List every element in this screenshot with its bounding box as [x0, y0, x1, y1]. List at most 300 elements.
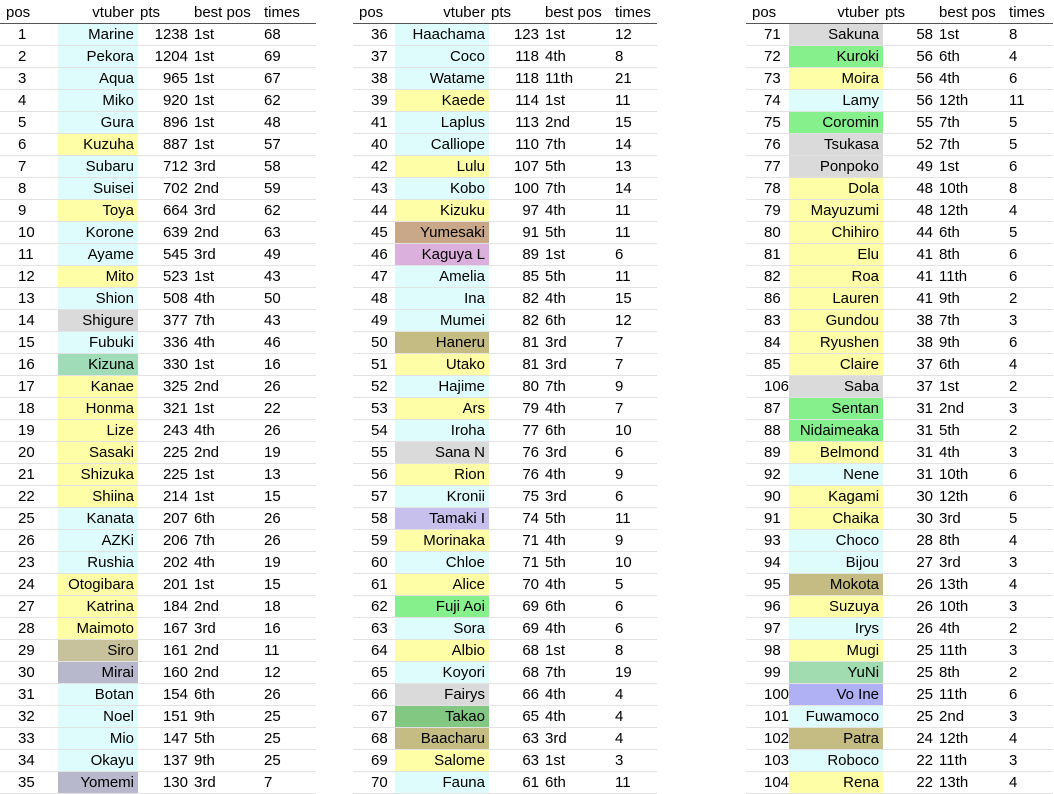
best-pos-cell: 6th [543, 596, 611, 618]
table-row [746, 574, 1053, 596]
vtuber-name-cell: Chloe [395, 552, 489, 574]
best-pos-cell: 3rd [543, 442, 611, 464]
times-cell: 10 [611, 552, 657, 574]
pos-cell: 41 [353, 112, 395, 134]
vtuber-name-cell: Roa [789, 266, 883, 288]
pts-cell: 71 [489, 530, 543, 552]
vtuber-name-cell: Korone [58, 222, 138, 244]
best-pos-cell: 4th [543, 46, 611, 68]
table-row [746, 420, 1053, 442]
vtuber-name-cell: Marine [58, 24, 138, 46]
times-cell: 3 [1005, 640, 1053, 662]
table-row [353, 662, 657, 684]
vtuber-name-cell: Dola [789, 178, 883, 200]
vtuber-name-cell: Ars [395, 398, 489, 420]
pos-cell: 21 [0, 464, 58, 486]
best-pos-cell: 3rd [543, 354, 611, 376]
pts-cell: 37 [883, 354, 937, 376]
best-pos-cell: 2nd [192, 640, 260, 662]
table-row [746, 596, 1053, 618]
times-cell: 67 [260, 68, 316, 90]
times-cell: 26 [260, 684, 316, 706]
pos-cell: 39 [353, 90, 395, 112]
times-cell: 11 [611, 222, 657, 244]
times-cell: 4 [1005, 574, 1053, 596]
best-pos-cell: 1st [937, 376, 1005, 398]
pos-cell: 42 [353, 156, 395, 178]
table-row [0, 332, 316, 354]
pos-cell: 25 [0, 508, 58, 530]
best-pos-cell: 9th [192, 750, 260, 772]
table-row [353, 354, 657, 376]
pts-cell: 38 [883, 310, 937, 332]
pts-cell: 82 [489, 310, 543, 332]
best-pos-cell: 4th [543, 618, 611, 640]
table-row [0, 662, 316, 684]
times-cell: 25 [260, 728, 316, 750]
pos-cell: 81 [746, 244, 789, 266]
table-row [0, 486, 316, 508]
pos-cell: 75 [746, 112, 789, 134]
best-pos-cell: 5th [543, 222, 611, 244]
pos-cell: 71 [746, 24, 789, 46]
times-cell: 11 [260, 640, 316, 662]
vtuber-name-cell: Lulu [395, 156, 489, 178]
column-header-best: best pos [937, 2, 1005, 24]
vtuber-name-cell: Yumesaki [395, 222, 489, 244]
pts-cell: 243 [138, 420, 192, 442]
pos-cell: 40 [353, 134, 395, 156]
table-row [353, 244, 657, 266]
pts-cell: 206 [138, 530, 192, 552]
times-cell: 4 [611, 706, 657, 728]
vtuber-name-cell: Pekora [58, 46, 138, 68]
vtuber-name-cell: Ayame [58, 244, 138, 266]
pos-cell: 32 [0, 706, 58, 728]
column-header-pos: pos [353, 2, 395, 24]
times-cell: 7 [611, 332, 657, 354]
pos-cell: 82 [746, 266, 789, 288]
pts-cell: 69 [489, 596, 543, 618]
pts-cell: 74 [489, 508, 543, 530]
table-row [0, 684, 316, 706]
best-pos-cell: 4th [543, 684, 611, 706]
vtuber-name-cell: Botan [58, 684, 138, 706]
pos-cell: 69 [353, 750, 395, 772]
times-cell: 25 [260, 750, 316, 772]
vtuber-name-cell: Baacharu [395, 728, 489, 750]
pts-cell: 56 [883, 68, 937, 90]
pts-cell: 38 [883, 332, 937, 354]
times-cell: 15 [611, 112, 657, 134]
best-pos-cell: 10th [937, 464, 1005, 486]
times-cell: 2 [1005, 618, 1053, 640]
vtuber-name-cell: Okayu [58, 750, 138, 772]
times-cell: 9 [611, 464, 657, 486]
pts-cell: 55 [883, 112, 937, 134]
times-cell: 46 [260, 332, 316, 354]
pts-cell: 201 [138, 574, 192, 596]
table-row [353, 750, 657, 772]
best-pos-cell: 6th [937, 354, 1005, 376]
table-row [353, 68, 657, 90]
best-pos-cell: 2nd [937, 706, 1005, 728]
table-row [353, 618, 657, 640]
table-row [746, 684, 1053, 706]
times-cell: 11 [1005, 90, 1053, 112]
pos-cell: 24 [0, 574, 58, 596]
pos-cell: 2 [0, 46, 58, 68]
times-cell: 19 [260, 442, 316, 464]
times-cell: 26 [260, 508, 316, 530]
pos-cell: 102 [746, 728, 789, 750]
pts-cell: 664 [138, 200, 192, 222]
vtuber-name-cell: Patra [789, 728, 883, 750]
pts-cell: 65 [489, 706, 543, 728]
pts-cell: 56 [883, 90, 937, 112]
pts-cell: 30 [883, 508, 937, 530]
best-pos-cell: 2nd [192, 376, 260, 398]
pts-cell: 1204 [138, 46, 192, 68]
table-row [746, 354, 1053, 376]
times-cell: 57 [260, 134, 316, 156]
column-header-times: times [1005, 2, 1053, 24]
best-pos-cell: 12th [937, 728, 1005, 750]
pts-cell: 330 [138, 354, 192, 376]
table-row [0, 574, 316, 596]
pos-cell: 36 [353, 24, 395, 46]
table-row [353, 596, 657, 618]
header-row [353, 2, 657, 24]
vtuber-name-cell: Takao [395, 706, 489, 728]
table-row [353, 178, 657, 200]
vtuber-name-cell: Irys [789, 618, 883, 640]
times-cell: 26 [260, 376, 316, 398]
vtuber-name-cell: Mumei [395, 310, 489, 332]
vtuber-name-cell: Kaede [395, 90, 489, 112]
pts-cell: 336 [138, 332, 192, 354]
vtuber-name-cell: Rushia [58, 552, 138, 574]
best-pos-cell: 1st [192, 574, 260, 596]
times-cell: 13 [260, 464, 316, 486]
table-row [353, 112, 657, 134]
best-pos-cell: 6th [543, 420, 611, 442]
table-row [0, 442, 316, 464]
table-row [0, 398, 316, 420]
column-header-best: best pos [543, 2, 611, 24]
pts-cell: 31 [883, 420, 937, 442]
best-pos-cell: 7th [937, 310, 1005, 332]
best-pos-cell: 1st [937, 24, 1005, 46]
best-pos-cell: 9th [192, 706, 260, 728]
times-cell: 2 [1005, 420, 1053, 442]
times-cell: 68 [260, 24, 316, 46]
best-pos-cell: 13th [937, 772, 1005, 794]
best-pos-cell: 2nd [192, 442, 260, 464]
table-row [746, 618, 1053, 640]
vtuber-name-cell: Maimoto [58, 618, 138, 640]
table-row [0, 266, 316, 288]
pts-cell: 161 [138, 640, 192, 662]
times-cell: 15 [260, 574, 316, 596]
pts-cell: 123 [489, 24, 543, 46]
best-pos-cell: 3rd [937, 552, 1005, 574]
column-header-pos: pos [0, 2, 58, 24]
ranking-table-2 [353, 2, 657, 794]
vtuber-name-cell: Calliope [395, 134, 489, 156]
best-pos-cell: 3rd [192, 244, 260, 266]
pts-cell: 24 [883, 728, 937, 750]
table-row [0, 530, 316, 552]
pos-cell: 15 [0, 332, 58, 354]
pts-cell: 26 [883, 596, 937, 618]
pos-cell: 52 [353, 376, 395, 398]
best-pos-cell: 3rd [543, 486, 611, 508]
pos-cell: 1 [0, 24, 58, 46]
vtuber-name-cell: Gundou [789, 310, 883, 332]
pos-cell: 94 [746, 552, 789, 574]
table-row [353, 134, 657, 156]
column-header-pts: pts [489, 2, 543, 24]
vtuber-name-cell: Saba [789, 376, 883, 398]
pos-cell: 61 [353, 574, 395, 596]
pts-cell: 69 [489, 618, 543, 640]
pos-cell: 14 [0, 310, 58, 332]
best-pos-cell: 1st [192, 354, 260, 376]
best-pos-cell: 1st [192, 486, 260, 508]
pos-cell: 73 [746, 68, 789, 90]
best-pos-cell: 1st [192, 24, 260, 46]
best-pos-cell: 1st [192, 112, 260, 134]
table-row [0, 750, 316, 772]
vtuber-name-cell: Hajime [395, 376, 489, 398]
pts-cell: 225 [138, 464, 192, 486]
times-cell: 11 [611, 266, 657, 288]
times-cell: 6 [611, 618, 657, 640]
pts-cell: 30 [883, 486, 937, 508]
times-cell: 5 [1005, 508, 1053, 530]
vtuber-name-cell: Watame [395, 68, 489, 90]
pts-cell: 639 [138, 222, 192, 244]
table-row [353, 442, 657, 464]
times-cell: 4 [611, 728, 657, 750]
best-pos-cell: 12th [937, 486, 1005, 508]
table-row [353, 420, 657, 442]
pts-cell: 70 [489, 574, 543, 596]
times-cell: 6 [1005, 68, 1053, 90]
pos-cell: 23 [0, 552, 58, 574]
pos-cell: 27 [0, 596, 58, 618]
best-pos-cell: 5th [543, 156, 611, 178]
pos-cell: 80 [746, 222, 789, 244]
table-row [353, 222, 657, 244]
best-pos-cell: 11th [937, 640, 1005, 662]
pos-cell: 7 [0, 156, 58, 178]
times-cell: 2 [1005, 662, 1053, 684]
times-cell: 3 [611, 750, 657, 772]
best-pos-cell: 1st [543, 90, 611, 112]
table-row [353, 398, 657, 420]
table-row [746, 310, 1053, 332]
table-row [746, 112, 1053, 134]
times-cell: 5 [611, 574, 657, 596]
table-row [746, 200, 1053, 222]
table-row [746, 332, 1053, 354]
best-pos-cell: 4th [192, 332, 260, 354]
vtuber-name-cell: Rion [395, 464, 489, 486]
vtuber-name-cell: Ponpoko [789, 156, 883, 178]
best-pos-cell: 2nd [192, 222, 260, 244]
table-row [746, 464, 1053, 486]
table-row [353, 486, 657, 508]
times-cell: 8 [1005, 178, 1053, 200]
best-pos-cell: 3rd [937, 508, 1005, 530]
pos-cell: 35 [0, 772, 58, 794]
vtuber-name-cell: Coco [395, 46, 489, 68]
vtuber-name-cell: Tsukasa [789, 134, 883, 156]
pos-cell: 16 [0, 354, 58, 376]
pos-cell: 4 [0, 90, 58, 112]
vtuber-name-cell: Aqua [58, 68, 138, 90]
best-pos-cell: 6th [192, 508, 260, 530]
pos-cell: 51 [353, 354, 395, 376]
pts-cell: 114 [489, 90, 543, 112]
times-cell: 48 [260, 112, 316, 134]
vtuber-name-cell: Nidaimeaka [789, 420, 883, 442]
pos-cell: 26 [0, 530, 58, 552]
vtuber-name-cell: Morinaka [395, 530, 489, 552]
times-cell: 26 [260, 420, 316, 442]
pos-cell: 29 [0, 640, 58, 662]
vtuber-name-cell: Chaika [789, 508, 883, 530]
times-cell: 6 [611, 486, 657, 508]
times-cell: 6 [1005, 684, 1053, 706]
pos-cell: 96 [746, 596, 789, 618]
pos-cell: 8 [0, 178, 58, 200]
best-pos-cell: 3rd [192, 618, 260, 640]
pts-cell: 41 [883, 288, 937, 310]
pos-cell: 20 [0, 442, 58, 464]
best-pos-cell: 1st [543, 244, 611, 266]
vtuber-name-cell: Haachama [395, 24, 489, 46]
pts-cell: 202 [138, 552, 192, 574]
best-pos-cell: 1st [937, 156, 1005, 178]
best-pos-cell: 6th [937, 46, 1005, 68]
pos-cell: 83 [746, 310, 789, 332]
pts-cell: 545 [138, 244, 192, 266]
pos-cell: 72 [746, 46, 789, 68]
pos-cell: 55 [353, 442, 395, 464]
pts-cell: 22 [883, 772, 937, 794]
pts-cell: 27 [883, 552, 937, 574]
pos-cell: 44 [353, 200, 395, 222]
times-cell: 4 [1005, 354, 1053, 376]
vtuber-name-cell: Shion [58, 288, 138, 310]
times-cell: 8 [1005, 24, 1053, 46]
best-pos-cell: 12th [937, 200, 1005, 222]
times-cell: 4 [1005, 200, 1053, 222]
best-pos-cell: 4th [937, 618, 1005, 640]
pts-cell: 63 [489, 750, 543, 772]
best-pos-cell: 3rd [543, 728, 611, 750]
pts-cell: 76 [489, 464, 543, 486]
pos-cell: 95 [746, 574, 789, 596]
pos-cell: 31 [0, 684, 58, 706]
table-row [0, 178, 316, 200]
table-row [0, 618, 316, 640]
table-row [0, 68, 316, 90]
times-cell: 11 [611, 772, 657, 794]
table-row [353, 288, 657, 310]
pts-cell: 130 [138, 772, 192, 794]
best-pos-cell: 5th [192, 728, 260, 750]
times-cell: 16 [260, 618, 316, 640]
pts-cell: 41 [883, 266, 937, 288]
times-cell: 43 [260, 310, 316, 332]
pts-cell: 137 [138, 750, 192, 772]
times-cell: 3 [1005, 596, 1053, 618]
pos-cell: 34 [0, 750, 58, 772]
times-cell: 8 [611, 640, 657, 662]
vtuber-name-cell: Utako [395, 354, 489, 376]
best-pos-cell: 1st [192, 68, 260, 90]
vtuber-name-cell: Belmond [789, 442, 883, 464]
vtuber-name-cell: Laplus [395, 112, 489, 134]
table-row [0, 596, 316, 618]
times-cell: 69 [260, 46, 316, 68]
pts-cell: 207 [138, 508, 192, 530]
best-pos-cell: 6th [937, 222, 1005, 244]
pts-cell: 25 [883, 684, 937, 706]
table-row [353, 156, 657, 178]
pos-cell: 11 [0, 244, 58, 266]
pts-cell: 167 [138, 618, 192, 640]
vtuber-name-cell: YuNi [789, 662, 883, 684]
pos-cell: 33 [0, 728, 58, 750]
pts-cell: 110 [489, 134, 543, 156]
vtuber-name-cell: Kuroki [789, 46, 883, 68]
pos-cell: 74 [746, 90, 789, 112]
pos-cell: 48 [353, 288, 395, 310]
times-cell: 59 [260, 178, 316, 200]
table-row [353, 706, 657, 728]
table-row [0, 288, 316, 310]
best-pos-cell: 2nd [192, 662, 260, 684]
times-cell: 50 [260, 288, 316, 310]
pos-cell: 50 [353, 332, 395, 354]
times-cell: 6 [611, 596, 657, 618]
pts-cell: 160 [138, 662, 192, 684]
times-cell: 12 [611, 310, 657, 332]
pts-cell: 68 [489, 662, 543, 684]
best-pos-cell: 5th [543, 552, 611, 574]
table-row [353, 24, 657, 46]
pts-cell: 91 [489, 222, 543, 244]
best-pos-cell: 4th [543, 398, 611, 420]
table-row [746, 772, 1053, 794]
best-pos-cell: 7th [192, 530, 260, 552]
pos-cell: 101 [746, 706, 789, 728]
table-row [0, 420, 316, 442]
times-cell: 19 [260, 552, 316, 574]
best-pos-cell: 6th [543, 772, 611, 794]
header-row [746, 2, 1053, 24]
times-cell: 4 [1005, 772, 1053, 794]
vtuber-name-cell: Sasaki [58, 442, 138, 464]
pts-cell: 896 [138, 112, 192, 134]
pos-cell: 66 [353, 684, 395, 706]
pts-cell: 75 [489, 486, 543, 508]
